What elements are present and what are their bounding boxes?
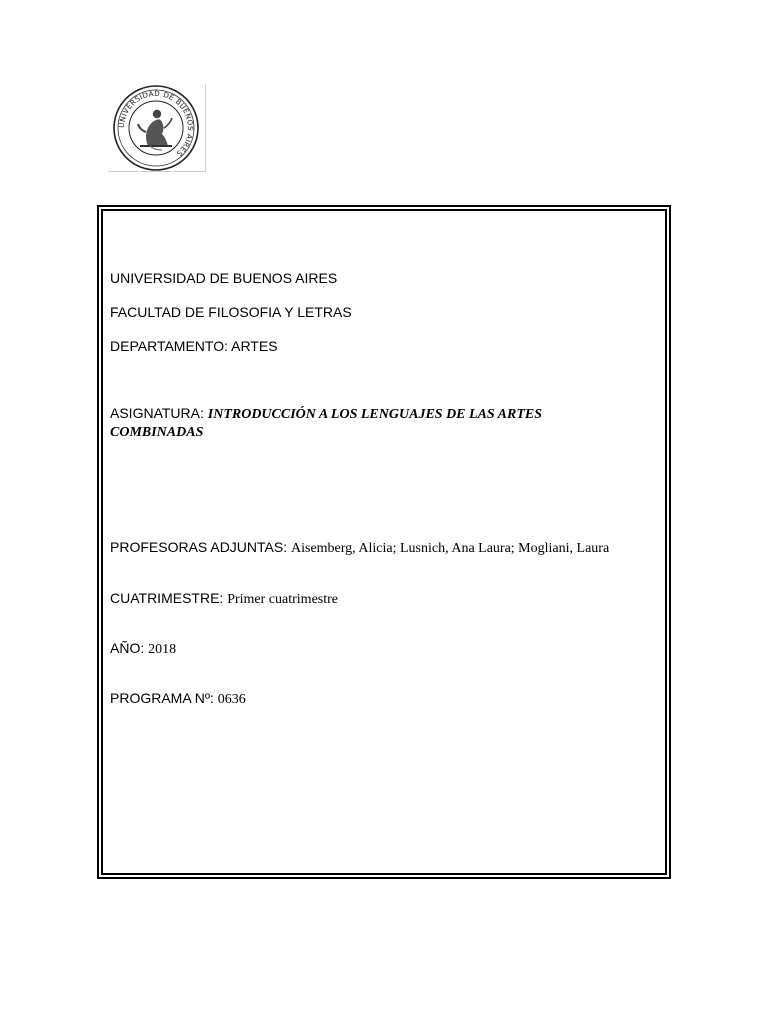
anio-label: AÑO:	[110, 640, 149, 656]
asignatura-block	[110, 405, 630, 441]
asignatura-title-line2: COMBINADAS	[110, 425, 204, 440]
anio-line	[110, 640, 176, 658]
anio-value: 2018	[148, 642, 177, 657]
profesoras-value: Aisemberg, Alicia; Lusnich, Ana Laura; Mogliani, Laura	[291, 541, 610, 556]
cuatrimestre-label: CUATRIMESTRE:	[110, 590, 228, 606]
programa-label: PROGRAMA Nº:	[110, 690, 218, 706]
asignatura-label: ASIGNATURA:	[110, 405, 208, 421]
department-label: DEPARTAMENTO:	[110, 338, 232, 354]
cuatrimestre-value: Primer cuatrimestre	[227, 592, 338, 607]
programa-value: 0636	[217, 692, 246, 707]
profesoras-line	[110, 539, 609, 557]
faculty-name-text: FACULTAD DE FILOSOFIA Y LETRAS	[110, 304, 352, 320]
profesoras-label: PROFESORAS ADJUNTAS:	[110, 539, 291, 555]
faculty-name	[110, 304, 352, 320]
asignatura-title-line1: INTRODUCCIÓN A LOS LENGUAJES DE LAS ARTES	[207, 407, 543, 422]
programa-line	[110, 690, 246, 708]
university-name-text: UNIVERSIDAD DE BUENOS AIRES	[110, 270, 338, 286]
university-seal	[108, 84, 206, 172]
department-value: ARTES	[231, 338, 278, 354]
university-name	[110, 270, 337, 286]
department-line	[110, 338, 278, 354]
seal-ring-text: UNIVERSIDAD DE BUENOS AIRES	[116, 88, 196, 159]
seal-emblem-icon	[110, 84, 202, 172]
cuatrimestre-line	[110, 590, 338, 608]
